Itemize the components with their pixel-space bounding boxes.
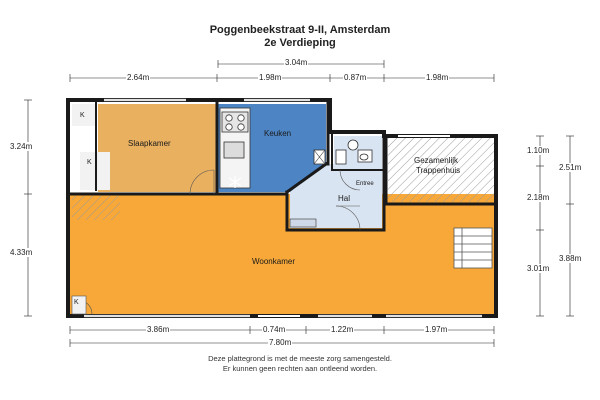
dim-bottom-a: 3.86m [147,325,170,334]
dim-right-e: 3.01m [527,264,550,273]
dim-bottom-total: 7.80m [269,338,292,347]
dim-right-a: 1.10m [527,146,550,155]
plan-floor: 2e Verdieping [264,37,336,49]
dim-top-b: 1.98m [259,73,282,82]
room-trappenhuis-1: Gezamenlijk [414,156,459,165]
dim-top-c: 0.87m [344,73,367,82]
dim-bottom-c: 1.22m [331,325,354,334]
dim-right-c: 2.18m [527,193,550,202]
dim-right-d: 3.88m [559,254,582,263]
sink-box [336,150,346,164]
disclaimer-line-1: Deze plattegrond is met de meeste zorg samengesteld. [208,354,392,363]
room-trappenhuis-2: Trappenhuis [416,166,461,175]
slaapkamer-fill [98,104,216,192]
dim-bottom-b: 0.74m [263,325,286,334]
dim-right-b: 2.51m [559,163,582,172]
dim-bottom-d: 1.97m [425,325,448,334]
disclaimer-line-2: Er kunnen geen rechten aan ontleend worden. [222,364,378,373]
label-kast-mid: K [87,159,92,166]
label-kast-bottom: K [74,299,79,306]
hal-cabinet [290,219,316,227]
dim-top-d: 1.98m [426,73,449,82]
dim-left-a: 3.24m [10,142,33,151]
room-woonkamer: Woonkamer [252,257,295,266]
label-entree: Entree [356,181,374,187]
label-kast-top: K [80,112,85,119]
dim-top-a: 2.64m [127,73,150,82]
plan-address: Poggenbeekstraat 9-II, Amsterdam [209,24,391,36]
room-hal: Hal [338,194,351,203]
dim-top-overall: 3.04m [285,58,308,67]
stair-hatch-left [72,196,120,220]
room-keuken: Keuken [264,129,292,138]
stairs-right [454,228,492,268]
dim-left-b: 4.33m [10,248,33,257]
room-slaapkamer: Slaapkamer [128,139,171,148]
